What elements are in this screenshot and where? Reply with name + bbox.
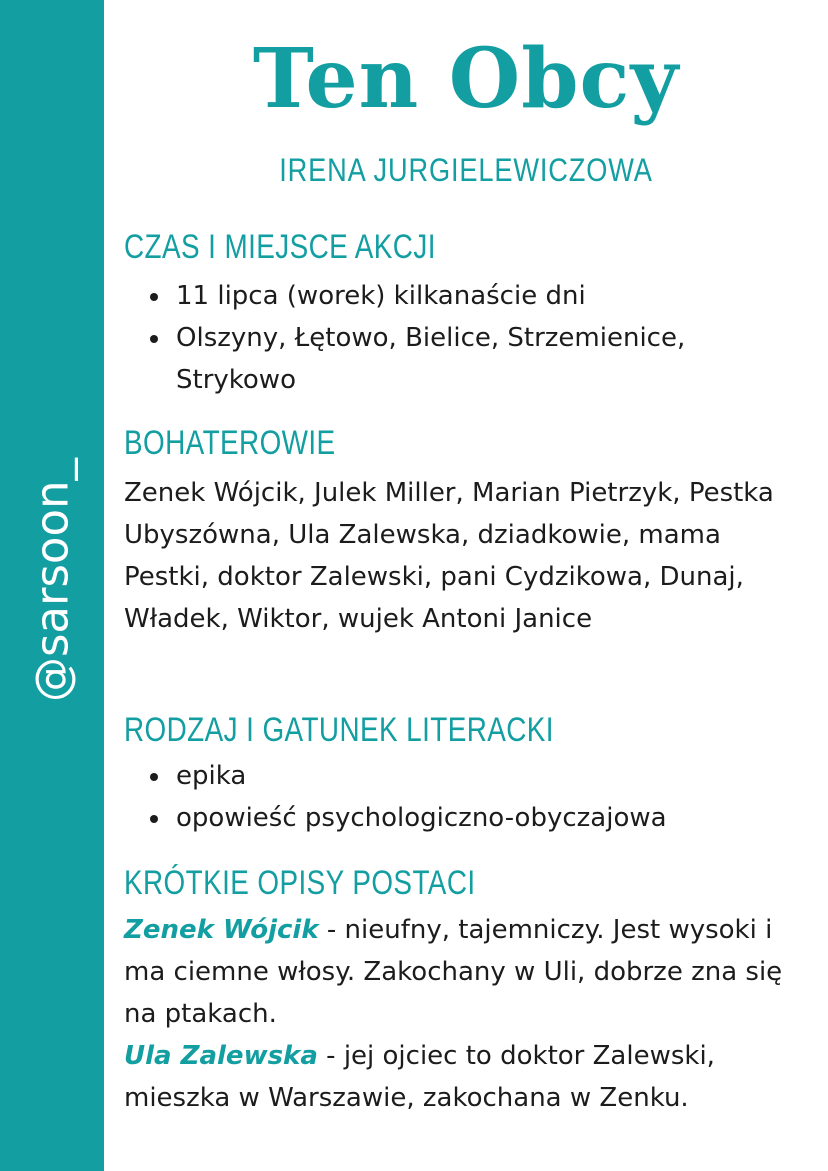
list-item: 11 lipca (worek) kilkanaście dni: [150, 275, 710, 317]
section-heading-bohaterowie: BOHATEROWIE: [124, 424, 336, 462]
author-handle: @sarsoon_: [25, 457, 79, 703]
section-heading-opisy: KRÓTKIE OPISY POSTACI: [124, 864, 476, 902]
content-area: [104, 0, 828, 1171]
section-heading-rodzaj: RODZAJ I GATUNEK LITERACKI: [124, 711, 554, 749]
list-item: opowieść psychologiczno-obyczajowa: [150, 797, 810, 839]
character-name: Ula Zalewska: [124, 1041, 318, 1071]
section-heading-czas: CZAS I MIEJSCE AKCJI: [124, 228, 436, 266]
list-item: epika: [150, 755, 810, 797]
sidebar-band: [0, 0, 104, 1171]
rodzaj-list: [150, 755, 810, 839]
list-item: Olszyny, Łętowo, Bielice, Strzemienice, Strykowo: [150, 317, 710, 401]
page-title: Ten Obcy: [252, 31, 680, 127]
character-name: Zenek Wójcik: [124, 915, 319, 945]
character-description: - jej ojciec to doktor Zalewski, mieszka w Warszawie, zakochana w Zenku.: [124, 1041, 715, 1113]
bohaterowie-text: Zenek Wójcik, Julek Miller, Marian Pietrzyk, Pestka Ubyszówna, Ula Zalewska, dziadkowie, mama Pestki, doktor Zalewski, pani Cydzikowa, Dunaj, Władek, Wiktor, wujek Antoni Janice: [124, 478, 774, 634]
opisy-text: [124, 909, 814, 1119]
character-description: - nieufny, tajemniczy. Jest wysoki i ma ciemne włosy. Zakochany w Uli, dobrze zna się na ptakach.: [124, 915, 783, 1029]
book-author: IRENA JURGIELEWICZOWA: [279, 152, 653, 188]
czas-list: [150, 275, 710, 401]
